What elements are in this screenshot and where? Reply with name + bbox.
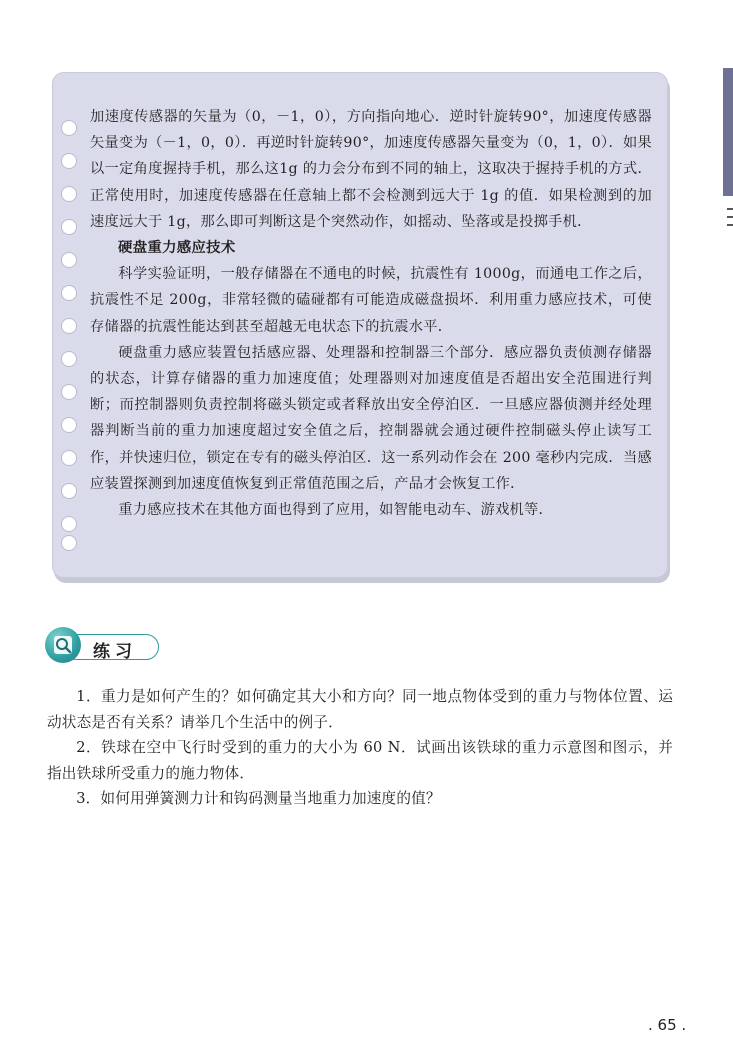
binder-ring (61, 516, 77, 532)
binder-ring (61, 186, 77, 202)
exercise-section-badge (45, 627, 161, 665)
binder-ring (61, 384, 77, 400)
paragraph-device-components: 硬盘重力感应装置包括感应器、处理器和控制器三个部分．感应器负责侦测存储器的状态，计算存储器的重力加速度值；处理器则对加速度值是否超出安全范围进行判断；而控制器则负责控制将磁头锁定或者释放出安全停泊区．一旦感应器侦测并经处理器判断当前的重力加速度超过安全值之后，控制器就会通过硬件控制磁头停止读写工作，并快速归位，锁定在专有的磁头停泊区．这一系列动作会在 200 毫秒内完成．当感应装置探测到加速度值恢复到正常值范围之后，产品才会恢复工作． (90, 344, 652, 492)
binder-ring (61, 318, 77, 334)
binder-ring (61, 219, 77, 235)
paragraph-accelerometer: 加速度传感器的矢量为（0，－1，0），方向指向地心．逆时针旋转90°，加速度传感器矢量变为（－1，0，0）．再逆时针旋转90°，加速度传感器矢量变为（0，1，0）．如果以一定角度握持手机，那么这1g 的力会分布到不同的轴上，这取决于握持手机的方式．正常使用时，加速度传感器在任意轴上都不会检测到远大于 1g 的值．如果检测到的加速度远大于 1g，那么即可判断这是个突然动作，如摇动、坠落或是投掷手机． (90, 109, 652, 230)
section-heading-hdd-gravity: 硬盘重力感应技术 (118, 240, 236, 257)
binder-ring (61, 252, 77, 268)
exercise-list (47, 684, 673, 812)
binder-ring (61, 153, 77, 169)
binder-ring (61, 417, 77, 433)
chapter-side-tab (723, 68, 733, 196)
binder-ring (61, 535, 77, 551)
exercise-label: 练习 (93, 642, 137, 662)
magnifier-icon (45, 627, 81, 663)
exercise-item-2: 2．铁球在空中飞行时受到的重力的大小为 60 N．试画出该铁球的重力示意图和图示，并指出铁球所受重力的施力物体． (47, 739, 673, 782)
binder-ring (61, 285, 77, 301)
binder-ring (61, 450, 77, 466)
side-tab-marks (727, 204, 733, 264)
paragraph-other-applications: 重力感应技术在其他方面也得到了应用，如智能电动车、游戏机等． (118, 502, 554, 519)
binder-ring (61, 120, 77, 136)
exercise-item-1: 1．重力是如何产生的？如何确定其大小和方向？同一地点物体受到的重力与物体位置、运动状态是否有关系？请举几个生活中的例子． (47, 688, 673, 731)
binder-ring (61, 483, 77, 499)
reading-notebook-panel (52, 72, 668, 578)
notebook-text (90, 104, 652, 523)
page-number: . 65 . (648, 1016, 687, 1034)
exercise-item-3: 3．如何用弹簧测力计和钩码测量当地重力加速度的值？ (76, 790, 441, 808)
paragraph-experiment: 科学实验证明，一般存储器在不通电的时候，抗震性有 1000g，而通电工作之后，抗震性不足 200g，非常轻微的磕碰都有可能造成磁盘损坏．利用重力感应技术，可使存储器的抗震性能达到甚至超越无电状态下的抗震水平． (90, 266, 652, 335)
binder-ring (61, 351, 77, 367)
